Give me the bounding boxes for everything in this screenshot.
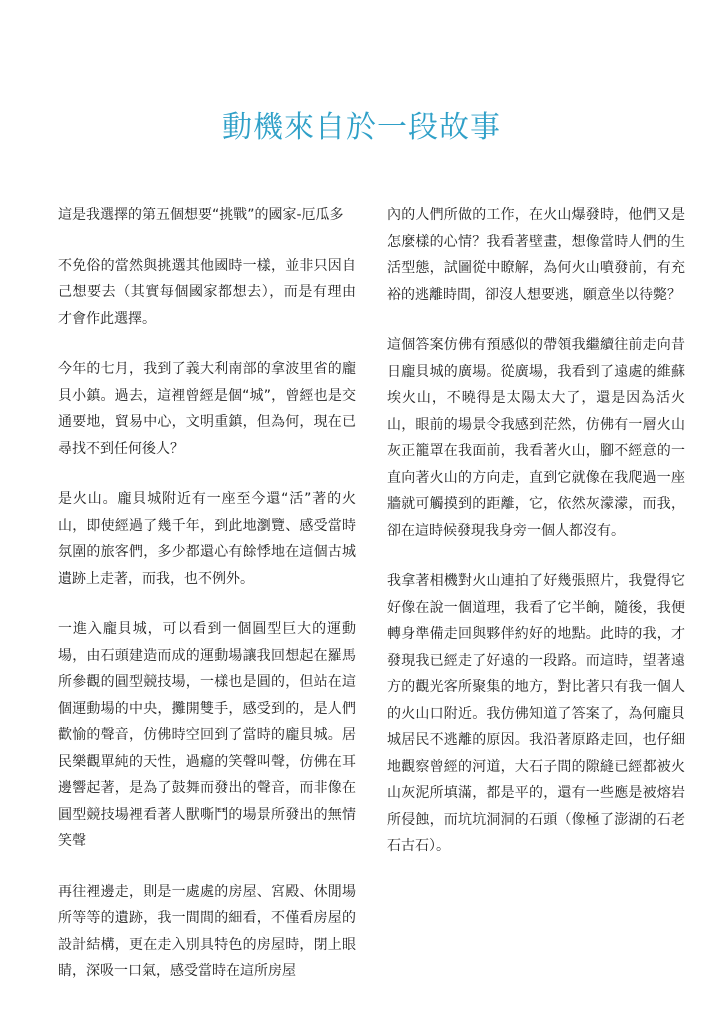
paragraph: 這是我選擇的第五個想要“挑戰”的國家-厄瓜多: [58, 207, 344, 223]
paragraph: 今年的七月，我到了義大利南部的拿波里省的龐貝小鎮。過去，這裡曾經是個“城”，曾經也是交通要地，貿易中心，文明重鎮，但為何，現在已尋找不到任何後人？: [58, 361, 356, 457]
right-column: [387, 202, 685, 884]
paragraph: 一進入龐貝城，可以看到一個圓型巨大的運動場，由石頭建造而成的運動場讓我回想起在羅馬所參觀的圓型競技場，一樣也是圓的，但站在這個運動場的中央，攤開雙手，感受到的，是人們歡愉的聲音，仿佛時空回到了當時的龐貝城。居民樂觀單純的天性，過癮的笑聲叫聲，仿佛在耳邊響起著，是為了鼓舞而發出的聲音，而非像在圓型競技場裡看著人獸嘶鬥的場景所發出的無情笑聲: [58, 621, 356, 849]
page-title: 動機來自於一段故事: [222, 110, 501, 145]
paragraph: 我拿著相機對火山連拍了好幾張照片，我覺得它好像在說一個道理，我看了它半餉，隨後，我便轉身準備走回與夥伴約好的地點。此時的我，才發現我已經走了好遠的一段路。而這時，望著遠方的觀光客所聚集的地方，對比著只有我一個人的火山口附近。我仿佛知道了答案了，為何龐貝城居民不逃離的原因。我沿著原路走回，也仔細地觀察曾經的河道，大石子間的隙縫已經都被火山灰泥所填滿，都是平的，還有一些應是被熔岩所侵蝕，而坑坑洞洞的石頭（像極了澎湖的石老石古石）。: [387, 573, 685, 854]
left-column: [58, 202, 356, 1009]
paragraph: 是火山。龐貝城附近有一座至今還“活”著的火山，即使經過了幾千年，到此地瀏覽、感受當時氛圍的旅客們，多少都還心有餘悸地在這個古城遺跡上走著，而我，也不例外。: [58, 491, 356, 587]
paragraph: 不免俗的當然與挑選其他國時一樣，並非只因自己想要去（其實每個國家都想去），而是有理由才會作此選擇。: [58, 257, 356, 327]
paragraph: 這個答案仿佛有預感似的帶領我繼續往前走向昔日龐貝城的廣場。從廣場，我看到了遠處的維蘇埃火山，不曉得是太陽太大了，還是因為活火山，眼前的場景令我感到茫然，仿佛有一層火山灰正籠罩在我面前，我看著火山，腳不經意的一直向著火山的方向走，直到它就像在我爬過一座牆就可觸摸到的距離，它，依然灰濛濛，而我，卻在這時候發現我身旁一個人都沒有。: [387, 337, 685, 539]
paragraph: 內的人們所做的工作，在火山爆發時，他們又是怎麼樣的心情？我看著壁畫，想像當時人們的生活型態，試圖從中瞭解，為何火山噴發前，有充裕的逃離時間，卻沒人想要逃，願意坐以待斃？: [387, 207, 685, 303]
paragraph: 再往裡邊走，則是一處處的房屋、宮殿、休閒場所等等的遺跡，我一間間的細看，不僅看房屋的設計結構，更在走入別具特色的房屋時，閉上眼睛，深吸一口氣，感受當時在這所房屋: [58, 883, 356, 979]
